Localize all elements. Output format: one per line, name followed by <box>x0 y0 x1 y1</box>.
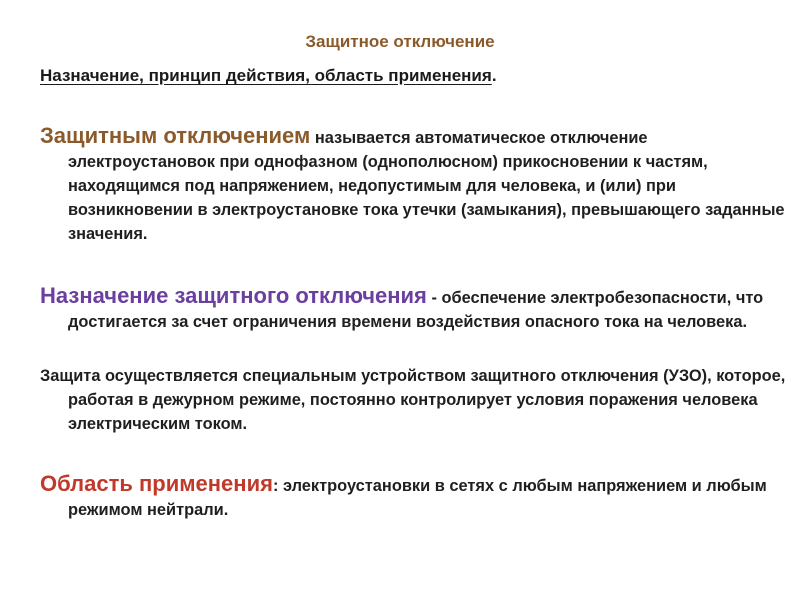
definition-paragraph <box>40 124 798 246</box>
device-text: Защита осуществляется специальным устройством защитного отключения (УЗО), которое, работая в дежурном режиме, постоянно контролирует условия поражения человека электрическим током. <box>40 367 786 433</box>
purpose-text: - обеспечение электробезопасности, что достигается за счет ограничения времени воздействия опасного тока на человека. <box>68 289 764 331</box>
definition-text: называется автоматическое отключение электроустановок при однофазном (однополюсном) прикосновении к частям, находящимся под напряжением, недопустимым для человека, и (или) при возникновении в электроустановке тока утечки (замыкания), превышающего заданные значения. <box>68 129 785 243</box>
scope-paragraph <box>40 472 798 522</box>
slide-title: Защитное отключение <box>305 32 495 51</box>
subtitle-period: . <box>491 66 497 85</box>
scope-lead: Область применения <box>40 471 273 496</box>
purpose-paragraph <box>40 284 798 334</box>
purpose-lead: Назначение защитного отключения <box>40 283 427 308</box>
subtitle-text: Назначение, принцип действия, область применения <box>40 66 492 85</box>
device-paragraph <box>40 364 798 436</box>
scope-text: : электроустановки в сетях с любым напряжением и любым режимом нейтрали. <box>68 477 767 519</box>
definition-lead: Защитным отключением <box>40 123 311 148</box>
slide-subtitle <box>40 66 497 86</box>
